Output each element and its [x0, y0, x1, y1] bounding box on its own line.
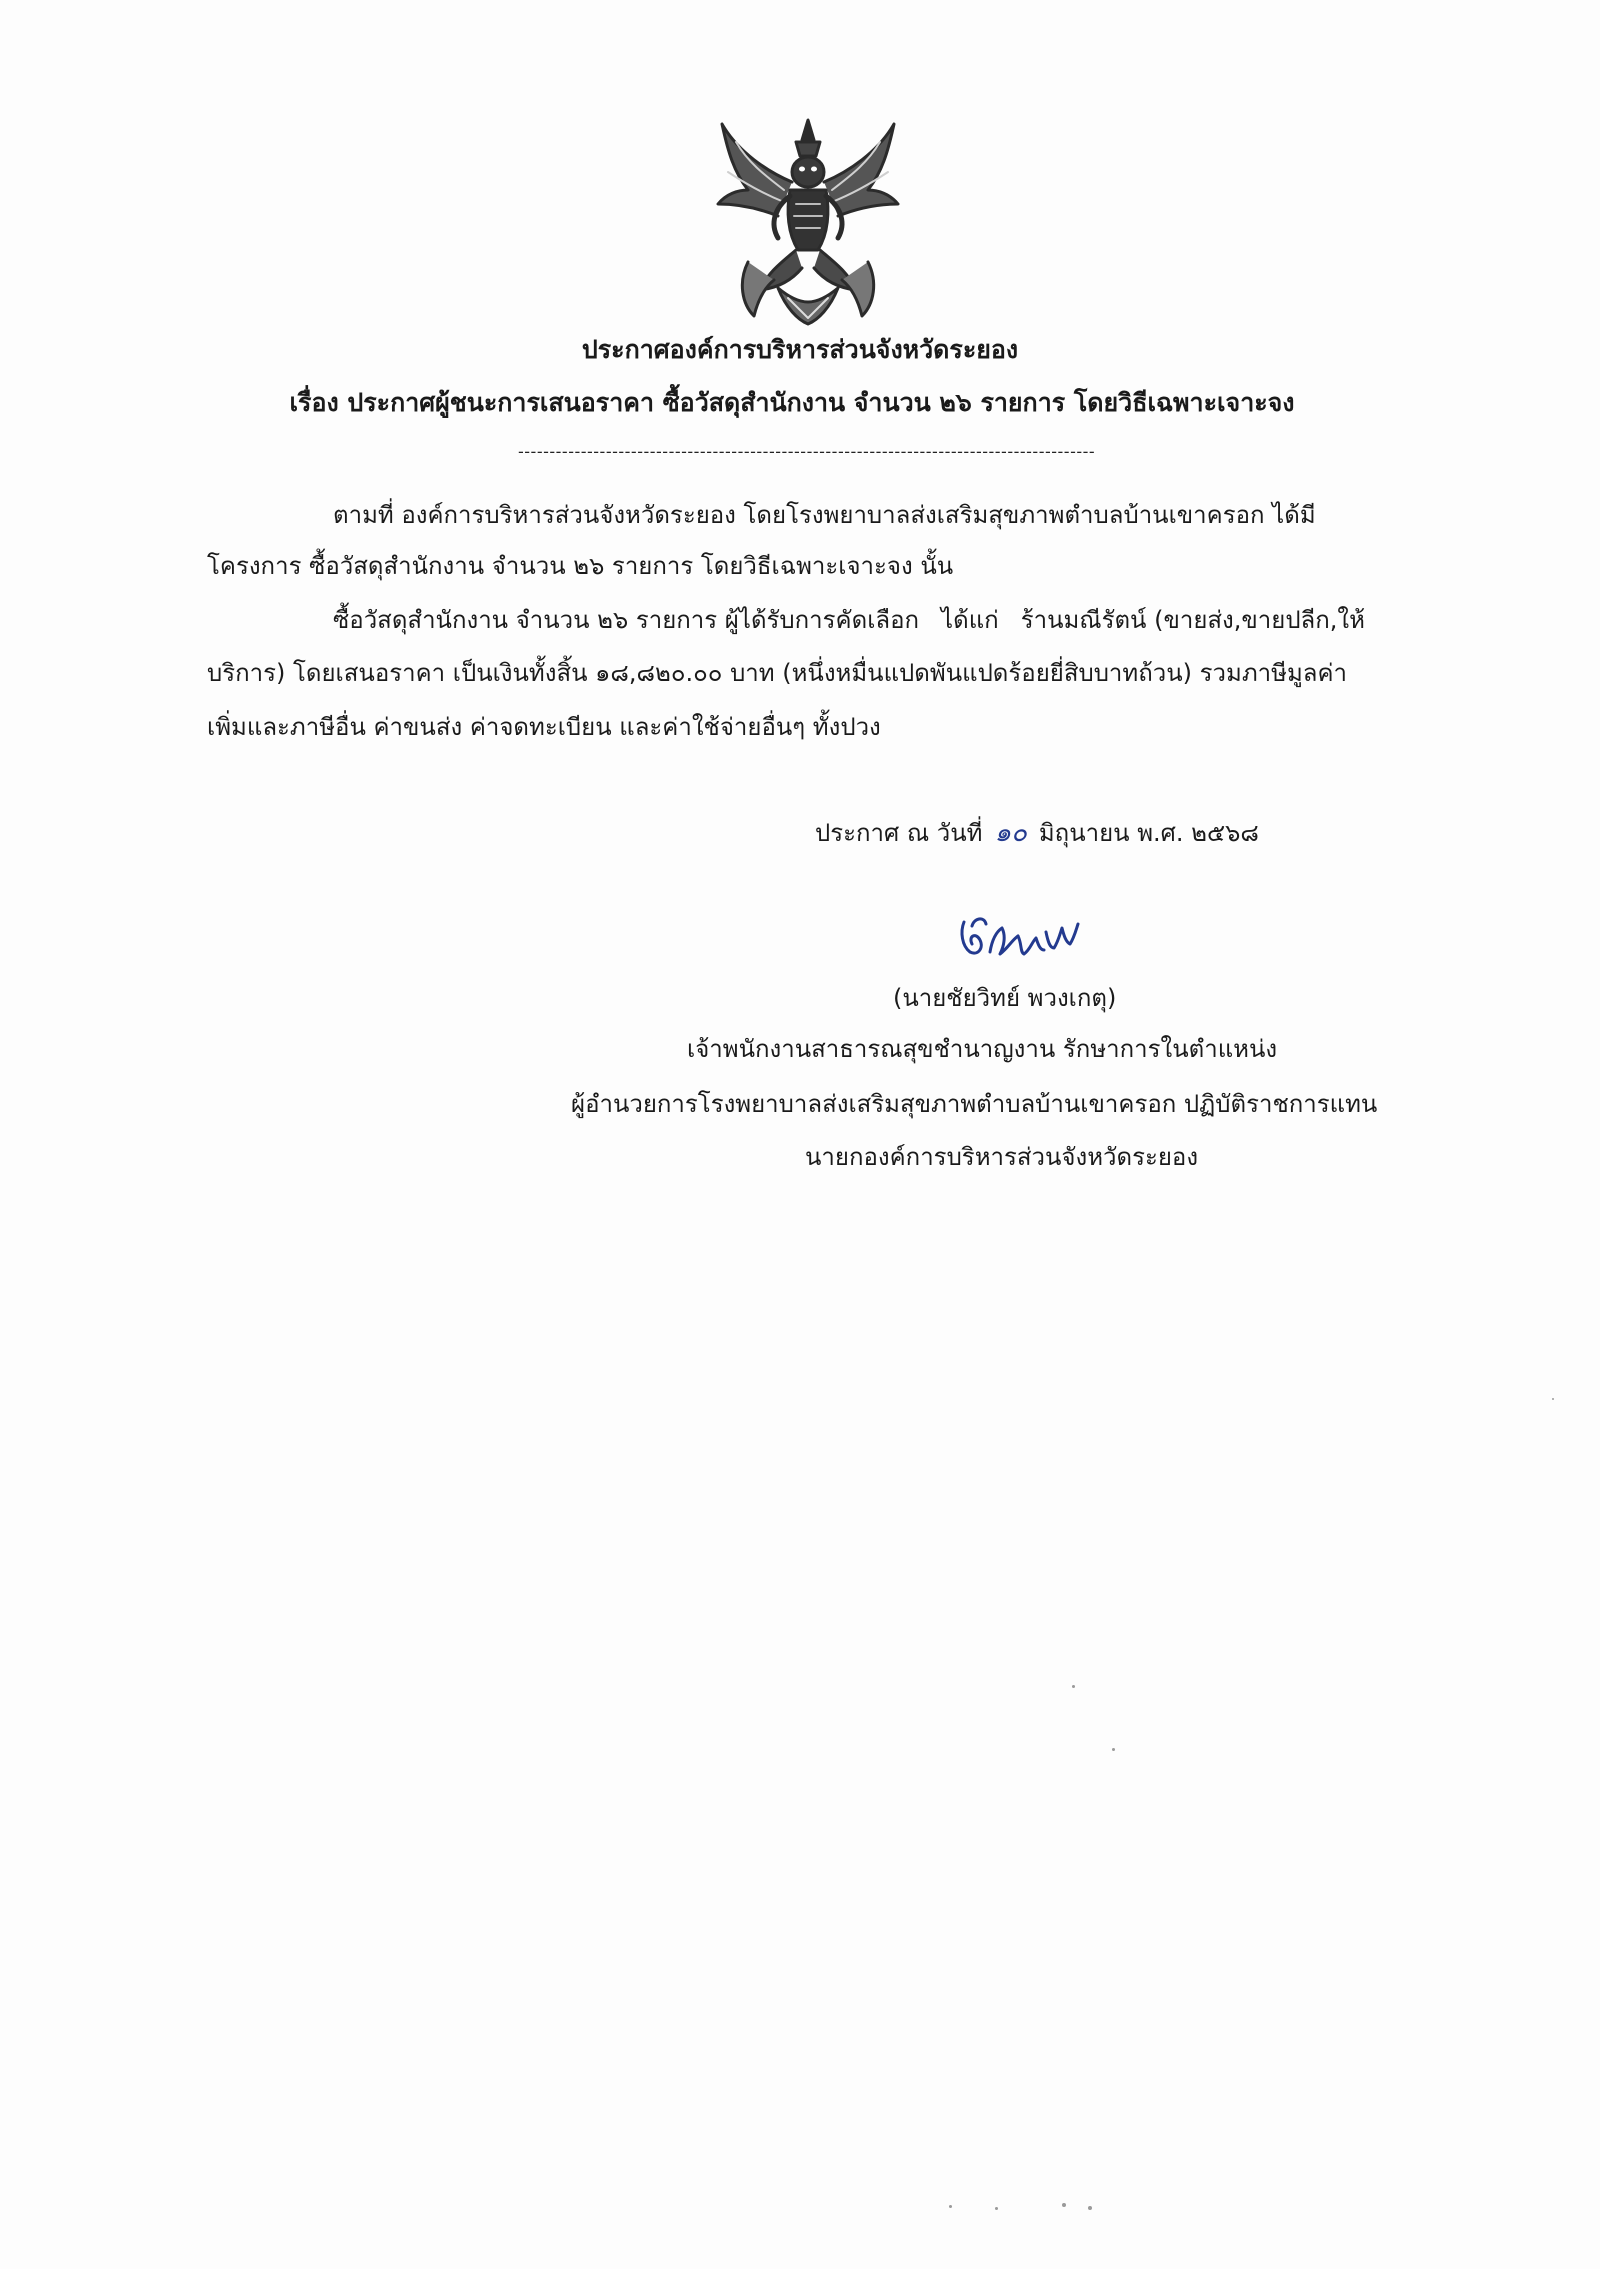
- paragraph-1-line-1: ตามที่ องค์การบริหารส่วนจังหวัดระยอง โดยโรงพยาบาลส่งเสริมสุขภาพตำบลบ้านเขาครอก ได้มี: [333, 501, 1316, 529]
- scan-speck: [1072, 1685, 1075, 1688]
- paragraph-2-line-1-b: ได้แก่: [941, 606, 999, 634]
- scan-speck: [1552, 1398, 1554, 1400]
- signer-name: (นายชัยวิทย์ พวงเกตุ): [893, 984, 1117, 1012]
- paragraph-2-line-1: [333, 600, 1365, 639]
- date-day-handwritten: ๑๐: [994, 818, 1027, 848]
- paragraph-2-line-3: เพิ่มและภาษีอื่น ค่าขนส่ง ค่าจดทะเบียน และค่าใช้จ่ายอื่นๆ ทั้งปวง: [207, 713, 881, 741]
- scan-speck: [995, 2207, 998, 2210]
- signer-position-1: เจ้าพนักงานสาธารณสุขชำนาญงาน รักษาการในตำแหน่ง: [687, 1035, 1278, 1063]
- signer-position-3: นายกองค์การบริหารส่วนจังหวัดระยอง: [805, 1143, 1199, 1171]
- scan-speck: [949, 2205, 952, 2208]
- paragraph-2-line-2: บริการ) โดยเสนอราคา เป็นเงินทั้งสิ้น ๑๘,๘๒๐.๐๐ บาท (หนึ่งหมื่นแปดพันแปดร้อยยี่สิบบาทถ้วน) รวมภาษีมูลค่า: [207, 659, 1347, 687]
- paragraph-2-line-1-c: ร้านมณีรัตน์ (ขายส่ง,ขายปลีก,ให้: [1020, 606, 1365, 634]
- announcement-title: ประกาศองค์การบริหารส่วนจังหวัดระยอง: [581, 335, 1019, 364]
- scan-speck: [1062, 2203, 1066, 2207]
- signer-position-2: ผู้อำนวยการโรงพยาบาลส่งเสริมสุขภาพตำบลบ้านเขาครอก ปฏิบัติราชการแทน: [571, 1090, 1378, 1118]
- date-prefix: ประกาศ ณ วันที่: [815, 819, 983, 847]
- scan-speck: [1088, 2206, 1092, 2210]
- garuda-emblem-icon: [708, 112, 908, 327]
- date-suffix: มิถุนายน พ.ศ. ๒๕๖๘: [1038, 819, 1259, 847]
- paragraph-2-line-1-a: ซื้อวัสดุสำนักงาน จำนวน ๒๖ รายการ ผู้ได้รับการคัดเลือก: [333, 606, 920, 634]
- paragraph-1-line-2: โครงการ ซื้อวัสดุสำนักงาน จำนวน ๒๖ รายการ โดยวิธีเฉพาะเจาะจง นั้น: [207, 552, 954, 580]
- signature-mark: [950, 902, 1090, 972]
- announcement-date: [815, 812, 1259, 853]
- header-divider: --------------------------------------------------------------------------------------------: [518, 445, 1096, 459]
- scan-speck: [1112, 1748, 1115, 1751]
- announcement-subject: เรื่อง ประกาศผู้ชนะการเสนอราคา ซื้อวัสดุสำนักงาน จำนวน ๒๖ รายการ โดยวิธีเฉพาะเจาะจง: [289, 388, 1295, 417]
